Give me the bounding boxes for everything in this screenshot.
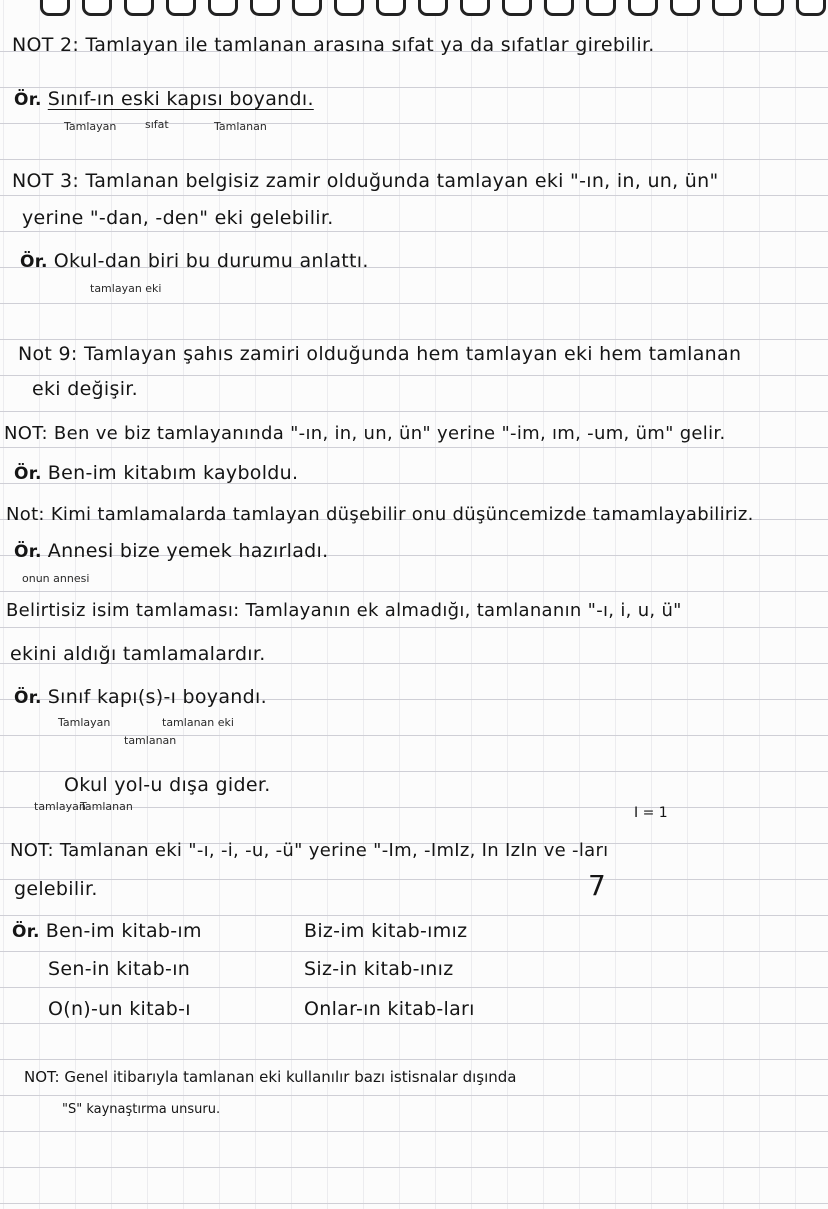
example-3-text: Ben-im kitabım kayboldu. — [47, 462, 299, 484]
binding-ring — [502, 0, 532, 16]
binding-ring — [586, 0, 616, 16]
spiral-binding — [0, 0, 828, 22]
example-5 — [14, 688, 267, 707]
example-1 — [14, 90, 314, 109]
example-mark: Ör. — [14, 542, 42, 562]
note-9-line-a: Not 9: Tamlayan şahıs zamiri olduğunda hem tamlayan eki hem tamlanan — [18, 343, 742, 365]
genel-line-b: "S" kaynaştırma unsuru. — [62, 1102, 221, 1117]
binding-ring — [460, 0, 490, 16]
row-3-right: Onlar-ın kitab-ları — [304, 998, 475, 1020]
label-tamlayan: tamlayan — [34, 800, 86, 813]
binding-ring — [208, 0, 238, 16]
label-tamlanan: Tamlanan — [80, 800, 133, 813]
row-1-right: Biz-im kitab-ımız — [304, 920, 468, 942]
label-tamlanan-eki: tamlanan eki — [162, 716, 234, 729]
binding-ring — [376, 0, 406, 16]
label-sifat: sıfat — [145, 118, 169, 131]
note-3-line-b: yerine "-dan, -den" eki gelebilir. — [22, 207, 334, 229]
belirtisiz-line-a: Belirtisiz isim tamlaması: Tamlayanın ek almadığı, tamlananın "-ı, i, u, ü" — [6, 600, 682, 621]
binding-ring — [166, 0, 196, 16]
binding-ring — [334, 0, 364, 16]
example-5-text: Sınıf kapı(s)-ı boyandı. — [47, 686, 267, 708]
label-tamlanan: tamlanan — [124, 734, 177, 747]
example-6-text: Okul yol-u dışa gider. — [64, 774, 271, 796]
note-2-line: NOT 2: Tamlayan ile tamlanan arasına sıfat ya da sıfatlar girebilir. — [12, 34, 655, 56]
example-mark: Ör. — [14, 90, 42, 110]
binding-ring — [670, 0, 700, 16]
example-mark: Ör. — [20, 252, 48, 272]
label-tamlayan-eki: tamlayan eki — [90, 282, 162, 295]
row-2-left: Sen-in kitab-ın — [48, 958, 191, 980]
example-mark: Ör. — [14, 688, 42, 708]
binding-ring — [124, 0, 154, 16]
binding-ring — [628, 0, 658, 16]
binding-ring — [796, 0, 826, 16]
example-4 — [14, 542, 328, 561]
i-equals-note: I = 1 — [634, 805, 668, 821]
example-2 — [20, 252, 369, 271]
label-tamlayan: Tamlayan — [58, 716, 111, 729]
genel-line-a: NOT: Genel itibarıyla tamlanan eki kullanılır bazı istisnalar dışında — [24, 1068, 517, 1086]
row-1-left: Ben-im kitab-ım — [45, 920, 202, 942]
example-4-text: Annesi bize yemek hazırladı. — [47, 540, 329, 562]
note-last-line-a: NOT: Tamlanan eki "-ı, -i, -u, -ü" yerine "-Im, -ImIz, In IzIn ve -ları — [10, 840, 609, 861]
binding-ring — [544, 0, 574, 16]
example-mark: Ör. — [12, 922, 40, 942]
example-2-text: Okul-dan biri bu durumu anlattı. — [53, 250, 369, 272]
label-onun-annesi: onun annesi — [22, 572, 90, 585]
example-1-text: Sınıf-ın eski kapısı boyandı. — [47, 88, 314, 110]
binding-ring — [418, 0, 448, 16]
binding-ring — [250, 0, 280, 16]
note-last-line-b: gelebilir. — [14, 878, 98, 900]
note-ben-line: NOT: Ben ve biz tamlayanında "-ın, in, un, ün" yerine "-im, ım, -um, üm" gelir. — [4, 423, 726, 444]
binding-ring — [40, 0, 70, 16]
row-3-left: O(n)-un kitab-ı — [48, 998, 191, 1020]
binding-ring — [754, 0, 784, 16]
note-kimi-line: Not: Kimi tamlamalarda tamlayan düşebilir onu düşüncemizde tamamlayabiliriz. — [6, 504, 754, 525]
binding-ring — [292, 0, 322, 16]
example-7 — [12, 922, 202, 941]
row-2-right: Siz-in kitab-ınız — [304, 958, 454, 980]
label-tamlayan: Tamlayan — [64, 120, 117, 133]
note-9-line-b: eki değişir. — [32, 378, 138, 400]
binding-ring — [82, 0, 112, 16]
label-tamlanan: Tamlanan — [214, 120, 267, 133]
example-3 — [14, 464, 298, 483]
handwritten-seven: 7 — [588, 869, 606, 902]
binding-ring — [712, 0, 742, 16]
example-mark: Ör. — [14, 464, 42, 484]
note-3-line-a: NOT 3: Tamlanan belgisiz zamir olduğunda tamlayan eki "-ın, in, un, ün" — [12, 170, 719, 192]
belirtisiz-line-b: ekini aldığı tamlamalardır. — [10, 643, 266, 665]
